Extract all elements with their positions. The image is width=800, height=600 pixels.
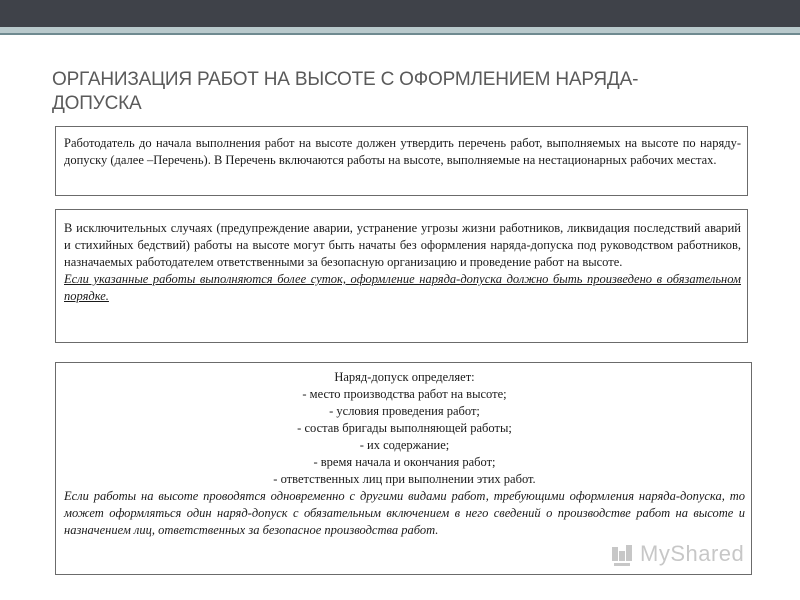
permit-item: - место производства работ на высоте; (302, 387, 507, 401)
permit-item: - ответственных лиц при выполнении этих работ. (273, 472, 536, 486)
permit-item: - их содержание; (359, 438, 450, 452)
page-title: ОРГАНИЗАЦИЯ РАБОТ НА ВЫСОТЕ С ОФОРМЛЕНИЕМ НАРЯДА-ДОПУСКА (52, 69, 639, 114)
permit-note: Если работы на высоте проводятся одновременно с другими видами работ, требующими оформления наряда-допуска, то может оформляться один наряд-допуск с обязательным включением в него сведений о производстве работ на высоте и назначением лиц, ответственных за безопасное производства работ. (64, 489, 745, 537)
permit-item: - условия проведения работ; (329, 404, 480, 418)
myshared-logo-icon (610, 543, 634, 567)
exceptional-cases-box (55, 209, 748, 343)
exceptional-cases-text: В исключительных случаях (предупреждение аварии, устранение угрозы жизни работников, ликвидация последствий аварий и стихийных бедствий) работы на высоте могут быть начаты без оформления наряда-допуска под руководством работников, назначаемых работодателем ответственными за безопасную организацию и проведение работ на высоте. (64, 221, 741, 269)
employer-list-box (55, 126, 748, 196)
top-bar (0, 0, 800, 27)
watermark (610, 541, 770, 569)
permit-item: - время начала и окончания работ; (313, 455, 496, 469)
employer-list-text: Работодатель до начала выполнения работ на высоте должен утвердить перечень работ, выполняемых на высоте по наряду-допуску (далее –Перечень). В Перечень включаются работы на высоте, выполняемые на нестационарных рабочих местах. (64, 136, 741, 167)
exceptional-cases-note: Если указанные работы выполняются более суток, оформление наряда-допуска должно быть произведено в обязательном порядке. (64, 272, 741, 303)
permit-item: - состав бригады выполняющей работы; (297, 421, 512, 435)
watermark-text: MyShared (640, 541, 745, 566)
top-stripe-line (0, 33, 800, 35)
permit-defines-heading: Наряд-допуск определяет: (334, 370, 475, 384)
